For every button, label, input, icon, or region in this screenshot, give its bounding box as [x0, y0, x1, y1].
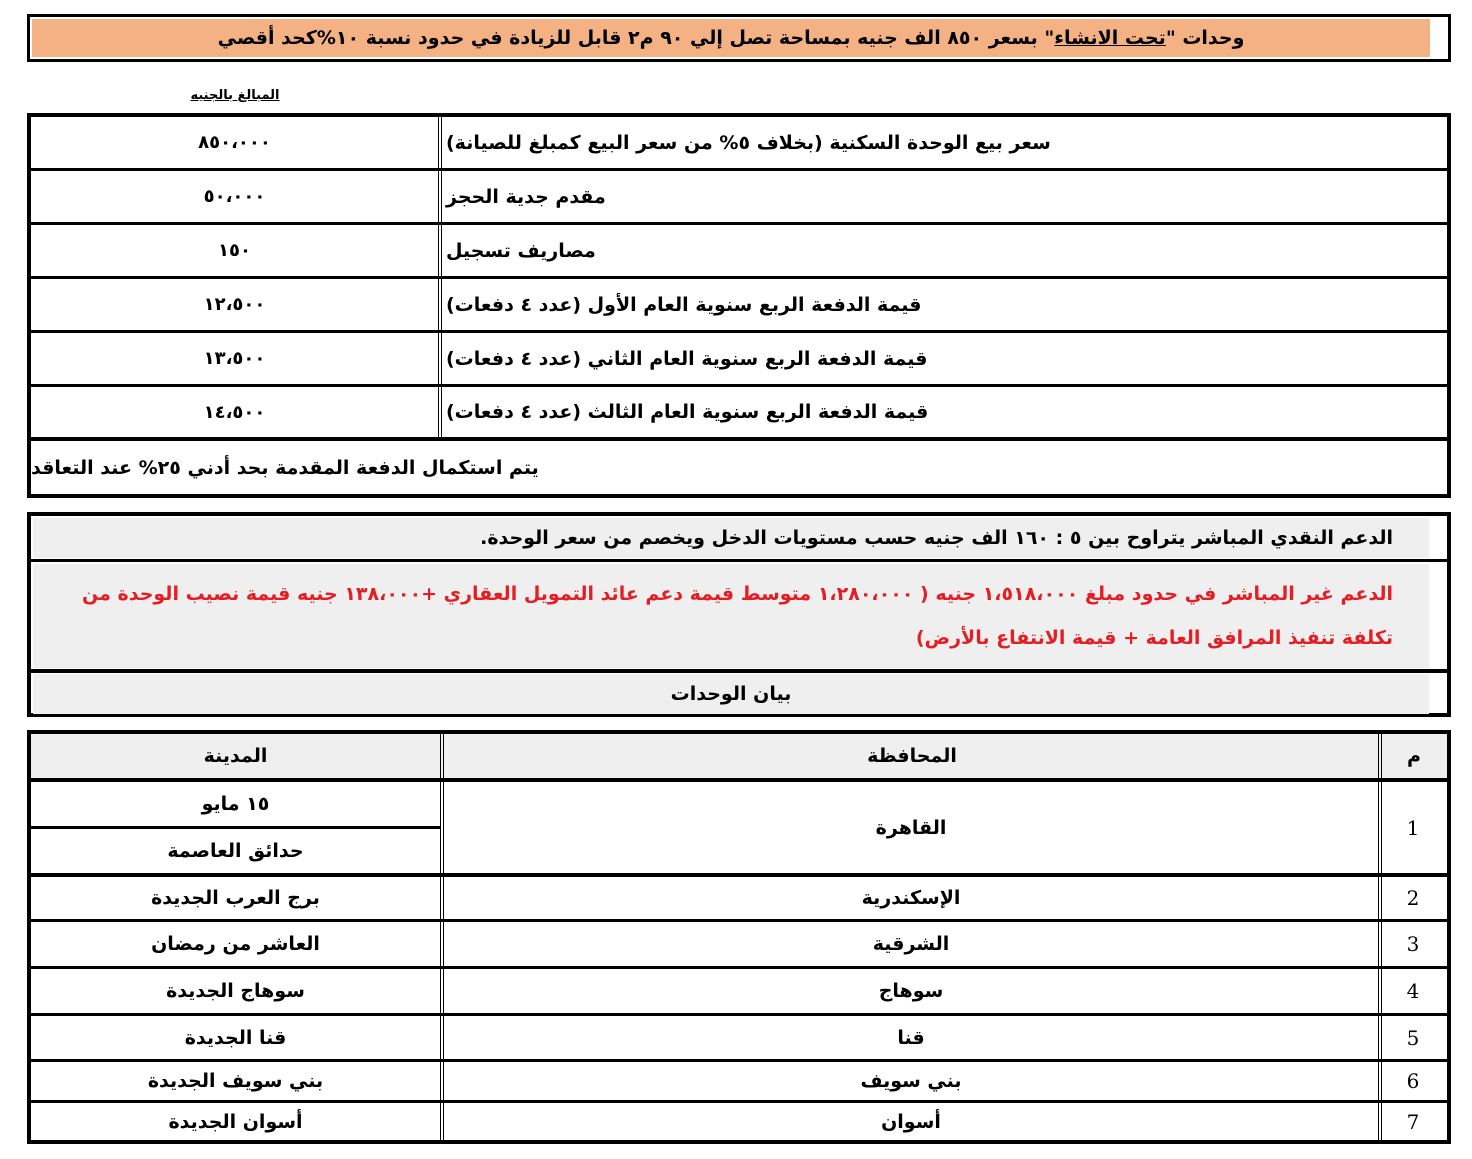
- units-section-title: بيان الوحدات: [33, 674, 1429, 714]
- price-row: [31, 279, 1447, 333]
- price-label: مصاريف تسجيل: [446, 239, 596, 262]
- price-row: [31, 387, 1447, 441]
- governorate-cell: الشرقية: [872, 933, 950, 955]
- row-number: 6: [1406, 1069, 1420, 1093]
- governorate-cell: أسوان: [881, 1110, 941, 1133]
- price-row: [31, 333, 1447, 387]
- governorate-cell: قنا: [897, 1026, 925, 1049]
- city-cell: أسوان الجديدة: [168, 1110, 303, 1133]
- row-number: 5: [1406, 1025, 1420, 1050]
- price-label: سعر بيع الوحدة السكنية (بخلاف ٥% من سعر البيع كمبلغ للصيانة): [446, 131, 1051, 154]
- governorate-cell: القاهرة: [875, 816, 947, 839]
- support-section: [27, 512, 1451, 717]
- divider: [31, 559, 1447, 562]
- header-number: م: [1407, 745, 1421, 767]
- price-value: ١٣،٥٠٠: [31, 333, 442, 384]
- header-banner: [27, 14, 1451, 62]
- units-table: [27, 730, 1451, 1144]
- price-row: [31, 171, 1447, 225]
- row-number: 1: [1406, 815, 1420, 840]
- indirect-support-text: الدعم غير المباشر في حدود مبلغ ١،٥١٨،٠٠٠ جنيه ( ١،٢٨٠،٠٠٠ متوسط قيمة دعم عائد التمويل العقاري +١٣٨،٠٠٠ جنيه قيمة نصيب الوحدة من تكلفة تنفيذ المرافق العامة + قيمة الانتفاع بالأرض): [33, 564, 1429, 668]
- governorate-cell: بني سويف: [860, 1070, 962, 1092]
- banner-text-part3: " بسعر ٨٥٠ الف جنيه بمساحة تصل إلي ٩٠ م٢ قابل للزيادة في حدود نسبة ١٠%كحد أقصي: [217, 27, 1055, 49]
- header-governorate: المحافظة: [867, 745, 957, 767]
- city-cell: برج العرب الجديدة: [151, 887, 320, 909]
- governorate-cell: سوهاج: [878, 980, 944, 1002]
- city-cell: بني سويف الجديدة: [147, 1070, 324, 1092]
- price-value: ٨٥٠،٠٠٠: [31, 117, 442, 168]
- units-table-header: [31, 734, 1447, 782]
- governorate-cell: الإسكندرية: [861, 887, 961, 909]
- price-value: ٥٠،٠٠٠: [31, 171, 442, 222]
- price-row: [31, 225, 1447, 279]
- city-cell: قنا الجديدة: [184, 1026, 287, 1049]
- row-number: 7: [1406, 1109, 1420, 1134]
- banner-text-underlined: تحت الانشاء: [1054, 27, 1166, 49]
- city-cell: ١٥ مايو: [201, 793, 270, 815]
- banner-text: [32, 19, 1430, 57]
- price-label: قيمة الدفعة الربع سنوية العام الأول (عدد ٤ دفعات): [446, 293, 922, 316]
- city-cell: العاشر من رمضان: [151, 933, 320, 955]
- direct-support-text: الدعم النقدي المباشر يتراوح بين ٥ : ١٦٠ الف جنيه حسب مستويات الدخل ويخصم من سعر الوحدة.: [33, 518, 1429, 558]
- price-table: [27, 113, 1451, 498]
- row-number: 2: [1406, 886, 1420, 910]
- price-value: ١٢،٥٠٠: [31, 279, 442, 330]
- row-number: 4: [1406, 979, 1420, 1003]
- price-value: ١٤،٥٠٠: [31, 387, 442, 437]
- price-row: [31, 117, 1447, 171]
- price-value: ١٥٠: [31, 225, 442, 276]
- price-label: مقدم جدية الحجز: [446, 185, 606, 208]
- currency-note: المبالغ بالجنيه: [190, 88, 280, 103]
- price-note: يتم استكمال الدفعة المقدمة بحد أدني ٢٥% عند التعاقد: [31, 457, 539, 479]
- banner-text-part1: وحدات ": [1165, 27, 1245, 49]
- header-city: المدينة: [203, 745, 268, 767]
- divider: [31, 669, 1447, 673]
- price-label: قيمة الدفعة الربع سنوية العام الثالث (عدد ٤ دفعات): [446, 401, 929, 423]
- price-label: قيمة الدفعة الربع سنوية العام الثاني (عدد ٤ دفعات): [446, 347, 928, 370]
- city-cell: حدائق العاصمة: [167, 840, 304, 862]
- city-cell: سوهاج الجديدة: [166, 980, 305, 1002]
- row-number: 3: [1406, 932, 1420, 956]
